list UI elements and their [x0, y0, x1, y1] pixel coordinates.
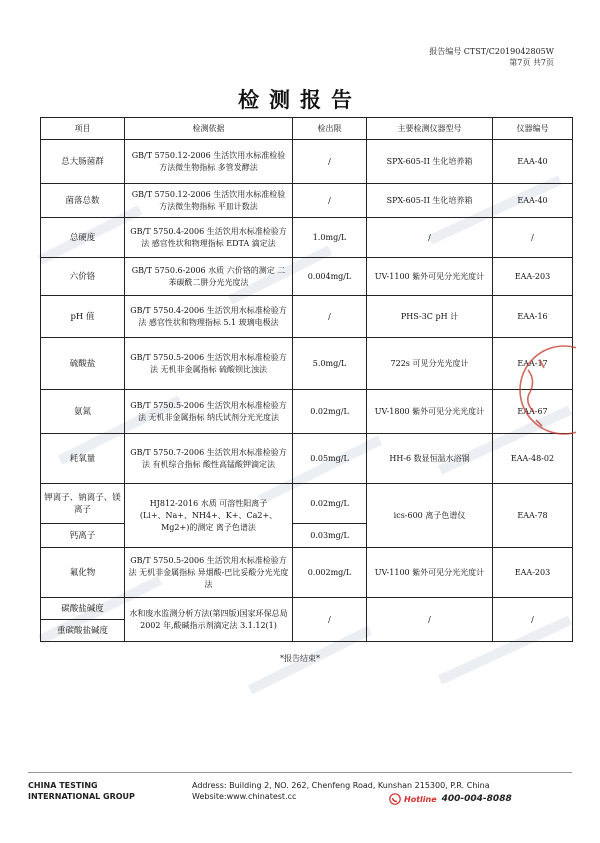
instrument-cell: HH-6 数显恒温水浴锅 [367, 434, 493, 484]
code-cell: EAA-78 [493, 484, 573, 548]
header-limit: 检出限 [293, 118, 367, 140]
code-cell: EAA-203 [493, 258, 573, 296]
table-row [41, 484, 573, 524]
code-cell: EAA-203 [493, 548, 573, 598]
item-cell: 氟化物 [41, 548, 125, 598]
hotline-number[interactable]: 400-004-8088 [441, 794, 512, 804]
item-cell: 重碳酸盐碱度 [41, 620, 125, 642]
table-row [41, 184, 573, 218]
table-row [41, 338, 573, 390]
code-cell: EAA-40 [493, 140, 573, 184]
company-address: Address: Building 2, NO. 262, Chenfeng Road, Kunshan 215300, P.R. China [192, 781, 490, 790]
table-row [41, 390, 573, 434]
limit-cell: / [293, 296, 367, 338]
hotline-logo-icon [389, 793, 401, 805]
report-number-block [429, 46, 554, 68]
table-row [41, 218, 573, 258]
item-cell: pH 值 [41, 296, 125, 338]
code-cell: EAA-40 [493, 184, 573, 218]
instrument-cell: UV-1100 紫外可见分光光度计 [367, 258, 493, 296]
hotline-label: Hotline [404, 794, 437, 804]
limit-cell: 0.02mg/L [293, 390, 367, 434]
page-info: 第7页 共7页 [509, 58, 554, 67]
footer-company [28, 780, 135, 802]
item-cell: 总大肠菌群 [41, 140, 125, 184]
instrument-cell: / [367, 218, 493, 258]
item-cell: 钙离子 [41, 524, 125, 548]
code-cell: EAA-48-02 [493, 434, 573, 484]
basis-cell: GB/T 5750.4-2006 生活饮用水标准检验方法 感官性状和物理指标 EDTA 滴定法 [125, 218, 293, 258]
limit-cell: 0.02mg/L [293, 484, 367, 524]
basis-cell: GB/T 5750.7-2006 生活饮用水标准检验方法 有机综合指标 酸性高锰酸钾滴定法 [125, 434, 293, 484]
limit-cell: 1.0mg/L [293, 218, 367, 258]
footer-divider [28, 772, 572, 773]
code-cell: / [493, 218, 573, 258]
item-cell: 钾离子、钠离子、镁离子 [41, 484, 125, 524]
company-name-line-2: INTERNATIONAL GROUP [28, 792, 135, 801]
basis-cell: GB/T 5750.12-2006 生活饮用水标准检验方法微生物指标 多管发酵法 [125, 140, 293, 184]
code-cell: EAA-17 [493, 338, 573, 390]
company-website[interactable]: Website:www.chinatest.cc [192, 792, 297, 801]
header-instrument: 主要检测仪器型号 [367, 118, 493, 140]
limit-cell: / [293, 598, 367, 642]
report-number: 报告编号 CTST/C2019042805W [429, 47, 554, 56]
instrument-cell: UV-1100 紫外可见分光光度计 [367, 548, 493, 598]
item-cell: 总硬度 [41, 218, 125, 258]
header-basis: 检测依据 [125, 118, 293, 140]
limit-cell: 0.004mg/L [293, 258, 367, 296]
item-cell: 菌落总数 [41, 184, 125, 218]
test-results-table [40, 117, 573, 642]
header-item: 项目 [41, 118, 125, 140]
table-row [41, 258, 573, 296]
instrument-cell: SPX-605-II 生化培养箱 [367, 184, 493, 218]
header-code: 仪器编号 [493, 118, 573, 140]
end-of-report-note: *报告结束* [280, 654, 320, 663]
basis-line: (Li+、Na+、NH4+、K+、Ca2+、 [139, 510, 278, 520]
item-cell: 六价铬 [41, 258, 125, 296]
code-cell: EAA-67 [493, 390, 573, 434]
instrument-cell: 722s 可见分光光度计 [367, 338, 493, 390]
company-name-line-1: CHINA TESTING [28, 781, 98, 790]
table-row [41, 548, 573, 598]
instrument-cell: PHS-3C pH 计 [367, 296, 493, 338]
table-row [41, 434, 573, 484]
limit-cell: 0.03mg/L [293, 524, 367, 548]
limit-cell: 0.002mg/L [293, 548, 367, 598]
basis-line: Mg2+)的测定 离子色谱法 [161, 522, 256, 532]
document-title: 检测报告 [238, 88, 362, 112]
basis-cell: 水和废水监测分析方法(第四版)国家环保总局 2002 年,酸碱指示剂滴定法 3.1.12(1) [125, 598, 293, 642]
code-cell: / [493, 598, 573, 642]
limit-cell: / [293, 140, 367, 184]
basis-cell [125, 484, 293, 548]
table-row [41, 140, 573, 184]
item-cell: 硫酸盐 [41, 338, 125, 390]
basis-cell: GB/T 5750.6-2006 水质 六价铬的测定 二苯碳酰二肼分光光度法 [125, 258, 293, 296]
limit-cell: 5.0mg/L [293, 338, 367, 390]
instrument-cell: ics-600 离子色谱仪 [367, 484, 493, 548]
table-header-row [41, 118, 573, 140]
limit-cell: 0.05mg/L [293, 434, 367, 484]
code-cell: EAA-16 [493, 296, 573, 338]
table-row [41, 598, 573, 620]
limit-cell: / [293, 184, 367, 218]
basis-cell: GB/T 5750.5-2006 生活饮用水标准检验方法 无机非金属指标 纳氏试剂分光光度法 [125, 390, 293, 434]
basis-cell: GB/T 5750.5-2006 生活饮用水标准检验方法 无机非金属指标 硫酸钡比浊法 [125, 338, 293, 390]
item-cell: 氨氮 [41, 390, 125, 434]
basis-line: HJ812-2016 水质 可溶性阳离子 [149, 498, 268, 508]
basis-cell: GB/T 5750.4-2006 生活饮用水标准检验方法 感官性状和物理指标 5.1 玻璃电极法 [125, 296, 293, 338]
hotline-block [389, 793, 512, 805]
instrument-cell: SPX-605-II 生化培养箱 [367, 140, 493, 184]
basis-cell: GB/T 5750.12-2006 生活饮用水标准检验方法微生物指标 平皿计数法 [125, 184, 293, 218]
instrument-cell: / [367, 598, 493, 642]
instrument-cell: UV-1800 紫外可见分光光度计 [367, 390, 493, 434]
item-cell: 碳酸盐碱度 [41, 598, 125, 620]
basis-cell: GB/T 5750.5-2006 生活饮用水标准检验方法 无机非金属指标 异烟酸-巴比妥酸分光光度法 [125, 548, 293, 598]
item-cell: 耗氧量 [41, 434, 125, 484]
table-row [41, 296, 573, 338]
